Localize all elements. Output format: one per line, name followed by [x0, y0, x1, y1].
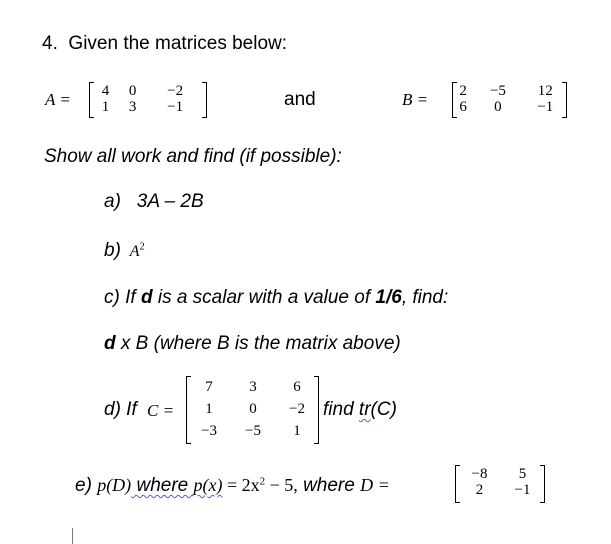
matrix-cell: 6	[293, 379, 301, 395]
matrix-cell: 5	[518, 466, 527, 482]
matrix-row	[92, 83, 204, 99]
part-a-expression: 3A – 2B	[136, 191, 204, 212]
part-d-find-prefix: find	[323, 399, 359, 420]
matrix-cell: 0	[128, 83, 137, 99]
part-c-suffix: , find:	[401, 287, 449, 308]
part-e-pd: p(D)	[97, 475, 132, 495]
matrix-cell: 0	[494, 99, 502, 115]
question-prompt: Given the matrices below:	[68, 33, 288, 54]
matrix-b-right-bracket	[562, 82, 567, 118]
matrix-b-label: B =	[402, 90, 429, 109]
matrix-row	[92, 99, 204, 115]
matrix-row	[187, 420, 319, 442]
matrix-row	[452, 83, 569, 99]
matrix-row	[458, 482, 544, 498]
part-c-var: d	[140, 287, 153, 308]
trace-argument: (C)	[370, 399, 397, 420]
part-e-label: e)	[75, 475, 98, 496]
matrix-cell: −1	[167, 99, 184, 115]
part-e-formula: = 2x	[222, 475, 260, 495]
matrix-row	[187, 398, 319, 420]
matrix-cell: 1	[293, 423, 301, 439]
matrix-a	[92, 83, 204, 115]
part-c-value: 1/6	[375, 287, 402, 308]
part-c-rest: x B (where B is the matrix above)	[115, 333, 401, 354]
matrix-cell: 0	[249, 401, 257, 417]
part-c-prefix: c) If	[104, 287, 141, 308]
matrix-cell: −2	[167, 83, 184, 99]
matrix-row	[187, 376, 319, 398]
matrix-a-label: A =	[45, 90, 71, 109]
matrix-cell: −5	[245, 423, 261, 439]
matrix-c-right-bracket	[314, 376, 319, 444]
part-e-exponent: 2	[259, 475, 266, 488]
part-e-where1: where	[131, 475, 194, 496]
matrix-c-label: C =	[147, 401, 175, 420]
part-b-exponent: 2	[139, 241, 145, 253]
matrix-a-right-bracket	[202, 82, 207, 118]
text-cursor	[72, 528, 73, 544]
part-c-var2: d	[104, 333, 116, 354]
matrix-d-right-bracket	[540, 465, 545, 503]
matrix-cell: 2	[459, 83, 467, 99]
matrix-cell: −1	[514, 482, 531, 498]
matrix-cell: 12	[537, 83, 553, 99]
part-c-line2	[104, 333, 401, 355]
part-d-label: d) If	[104, 399, 137, 420]
part-b-base: A	[129, 243, 140, 260]
matrix-cell: −3	[201, 423, 217, 439]
matrix-b	[452, 83, 569, 115]
part-a-label: a)	[104, 191, 121, 212]
part-b-label: b)	[104, 240, 121, 261]
matrix-c	[187, 376, 319, 442]
matrix-cell: 3	[249, 379, 257, 395]
matrix-row	[452, 99, 569, 115]
matrix-cell: −8	[471, 466, 488, 482]
part-d-find	[323, 399, 397, 421]
part-b	[104, 240, 145, 262]
trace-function: tr	[358, 399, 371, 420]
part-c-mid: is a scalar with a value of	[152, 287, 376, 308]
question-number: 4.	[42, 33, 58, 54]
matrix-cell: 7	[205, 379, 213, 395]
matrix-cell: −1	[537, 99, 554, 115]
part-c-line1	[104, 287, 448, 309]
and-connector: and	[284, 89, 316, 110]
matrix-cell: −5	[489, 83, 506, 99]
part-e-formula-end: − 5,	[265, 475, 298, 495]
matrix-cell: 4	[101, 83, 110, 99]
part-e-px: p(x)	[193, 475, 223, 495]
part-a	[104, 191, 204, 213]
matrix-d	[458, 466, 544, 498]
matrix-cell: −2	[289, 401, 305, 417]
matrix-cell: 1	[101, 99, 110, 115]
matrix-cell: 2	[475, 482, 484, 498]
part-e	[75, 475, 390, 497]
part-e-where2: where	[297, 475, 361, 496]
instructions: Show all work and find (if possible):	[44, 146, 342, 167]
matrix-cell: 1	[205, 401, 213, 417]
matrix-d-label: D =	[360, 475, 390, 495]
matrix-row	[458, 466, 544, 482]
question-header	[42, 33, 287, 55]
matrix-cell: 3	[128, 99, 137, 115]
matrix-cell: 6	[459, 99, 467, 115]
